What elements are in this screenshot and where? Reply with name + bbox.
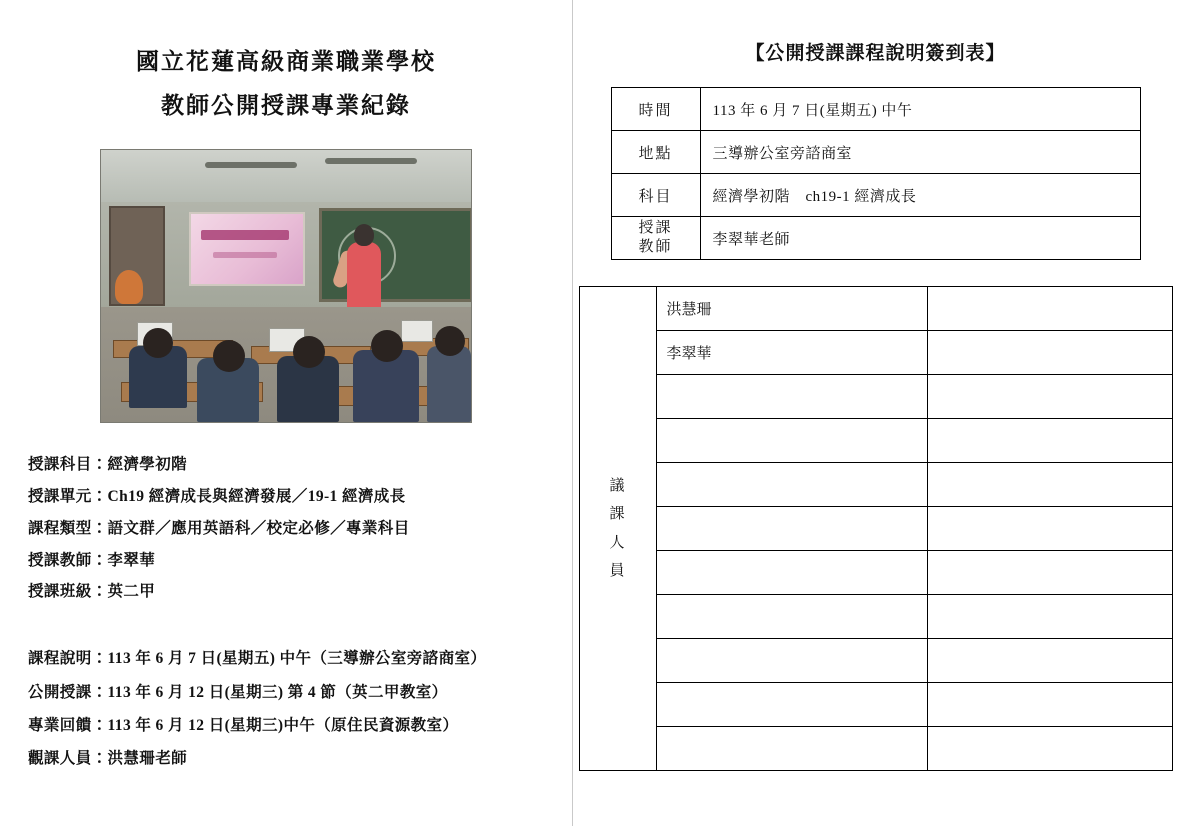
photo-student: [427, 346, 471, 422]
row-label-subject: 科目: [611, 174, 700, 217]
schedule-briefing: 課程說明：113 年 6 月 7 日(星期五) 中午（三導辦公室旁諮商室）: [28, 650, 487, 668]
sign-name-cell[interactable]: [656, 463, 927, 507]
course-subject: 授課科目：經濟學初階: [28, 456, 188, 474]
table-row: [579, 551, 1172, 595]
row-label-place: 地點: [611, 131, 700, 174]
schedule-block: [28, 642, 572, 775]
sheet-title: 【公開授課課程說明簽到表】: [745, 43, 1006, 64]
course-class: 授課班級：英二甲: [28, 583, 156, 601]
photo-ceiling: [101, 150, 471, 202]
left-page: [0, 0, 572, 826]
sign-name-cell[interactable]: 李翠華: [656, 331, 927, 375]
sign-name-cell[interactable]: [656, 683, 927, 727]
side-label-char-3: 人: [609, 534, 626, 551]
sign-blank-cell[interactable]: [927, 727, 1172, 771]
table-row: [611, 174, 1140, 217]
row-value-time: 113 年 6 月 7 日(星期五) 中午: [700, 88, 1140, 131]
sign-name-cell[interactable]: [656, 595, 927, 639]
sign-blank-cell[interactable]: [927, 639, 1172, 683]
row-label-teacher-line2: 教師: [638, 239, 673, 255]
course-info-block: [28, 449, 572, 608]
sign-blank-cell[interactable]: [927, 287, 1172, 331]
row-label-teacher-line1: 授課: [638, 220, 673, 237]
table-row: [579, 375, 1172, 419]
page-title-line2: 教師公開授課專業紀錄: [161, 92, 411, 118]
sign-blank-cell[interactable]: [927, 331, 1172, 375]
table-row: [579, 595, 1172, 639]
table-row: [579, 727, 1172, 771]
sign-blank-cell[interactable]: [927, 463, 1172, 507]
classroom-photo: [100, 149, 472, 423]
photo-laptop: [401, 320, 433, 342]
photo-teacher-head: [354, 224, 374, 246]
row-value-subject: 經濟學初階 ch19-1 經濟成長: [700, 174, 1140, 217]
photo-teacher-body: [347, 242, 381, 312]
sign-name-cell[interactable]: [656, 507, 927, 551]
row-value-place: 三導辦公室旁諮商室: [700, 131, 1140, 174]
schedule-open-class: 公開授課：113 年 6 月 12 日(星期三) 第 4 節（英二甲教室）: [28, 683, 448, 701]
course-unit: 授課單元：Ch19 經濟成長與經濟發展／19-1 經濟成長: [28, 488, 406, 506]
photo-plant: [115, 270, 143, 304]
row-label-teacher: [611, 217, 700, 260]
right-page: [573, 0, 1178, 826]
table-row: [579, 419, 1172, 463]
side-label-char-4: 員: [609, 563, 626, 579]
sign-blank-cell[interactable]: [927, 683, 1172, 727]
photo-projection-screen: [189, 212, 305, 286]
sign-table-side-label: [579, 287, 656, 771]
side-label-char-1: 議: [609, 477, 626, 494]
sign-blank-cell[interactable]: [927, 375, 1172, 419]
table-row: [579, 331, 1172, 375]
sign-name-cell[interactable]: [656, 551, 927, 595]
sign-name-cell[interactable]: [656, 375, 927, 419]
side-label-char-2: 課: [609, 506, 626, 522]
row-value-teacher: 李翠華老師: [700, 217, 1140, 260]
table-row: [611, 88, 1140, 131]
sign-name-cell[interactable]: [656, 639, 927, 683]
page-title: [0, 40, 572, 127]
sign-blank-cell[interactable]: [927, 595, 1172, 639]
course-type: 課程類型：語文群／應用英語科／校定必修／專業科目: [28, 519, 410, 537]
session-info-table: [611, 87, 1141, 260]
sign-name-cell[interactable]: [656, 419, 927, 463]
table-row: [579, 683, 1172, 727]
row-label-time: 時間: [611, 88, 700, 131]
table-row: [579, 287, 1172, 331]
schedule-feedback: 專業回饋：113 年 6 月 12 日(星期三)中午（原住民資源教室）: [28, 716, 459, 734]
sign-name-cell[interactable]: 洪慧珊: [656, 287, 927, 331]
table-row: [579, 639, 1172, 683]
sign-blank-cell[interactable]: [927, 419, 1172, 463]
table-row: [579, 507, 1172, 551]
sign-name-cell[interactable]: [656, 727, 927, 771]
table-row: [611, 217, 1140, 260]
table-row: [611, 131, 1140, 174]
attendance-sign-table: [579, 286, 1173, 771]
sign-blank-cell[interactable]: [927, 507, 1172, 551]
schedule-observer: 觀課人員：洪慧珊老師: [28, 750, 188, 768]
course-teacher: 授課教師：李翠華: [28, 551, 156, 569]
table-row: [579, 463, 1172, 507]
sign-blank-cell[interactable]: [927, 551, 1172, 595]
page-title-line1: 國立花蓮高級商業職業學校: [136, 49, 436, 74]
